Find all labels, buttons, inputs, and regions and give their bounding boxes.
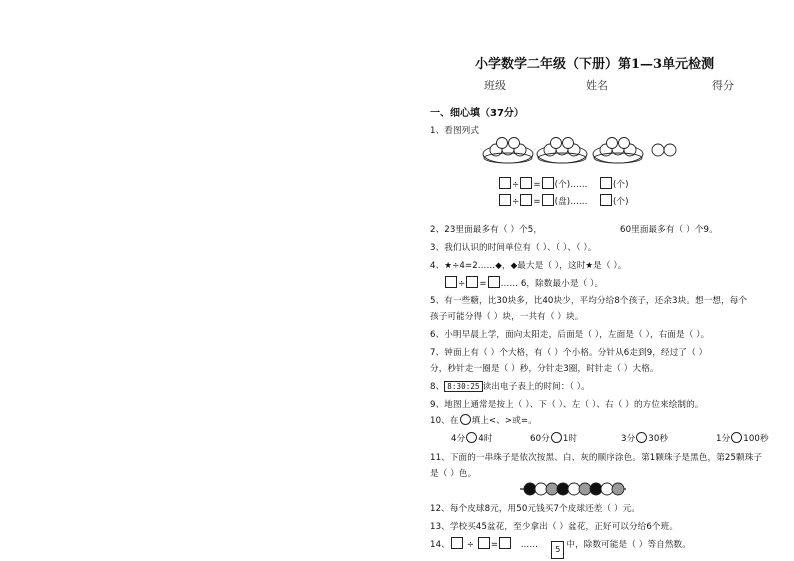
bead-string <box>518 480 628 498</box>
page-title: 小学数学二年级（下册）第1—3单元检测 <box>475 57 715 72</box>
question-8: 8、 8:30:25 读出电子表上的时间：（ ）。 <box>430 382 590 392</box>
bead-black <box>590 483 602 495</box>
answer-box[interactable] <box>499 537 511 549</box>
class-label: 班级 <box>484 79 506 92</box>
bead-white <box>535 483 547 495</box>
bead-gray <box>579 483 591 495</box>
name-label: 姓名 <box>586 79 608 92</box>
question-1-label: 1、看图列式 <box>430 126 480 136</box>
compare-circle[interactable] <box>731 432 742 443</box>
answer-box[interactable] <box>478 537 490 549</box>
question-12: 12、每个皮球8元，用50元钱买7个皮球还差（ ）元。 <box>430 504 641 514</box>
fruit-plate <box>537 138 587 164</box>
bead-white <box>568 483 580 495</box>
question-5-line1: 5、有一些糖，比30块多，比40块少，平均分给8个孩子，还余3块。想一想，每个 <box>430 296 748 306</box>
compare-circle[interactable] <box>466 432 477 443</box>
answer-box[interactable] <box>488 276 500 288</box>
question-3: 3、我们认识的时间单位有（ ）、（ ）、（ ）。 <box>430 243 597 253</box>
compare-item: 3分 30秒 <box>621 434 669 444</box>
question-9: 9、地图上通常是按上（ ）、下（ ）、左（ ）、右（ ）的方位来绘制的。 <box>430 400 704 410</box>
fruit-plates-illustration <box>480 130 680 170</box>
question-11-line2: 是（ ）色。 <box>430 469 477 479</box>
compare-item: 1分 100秒 <box>716 434 769 444</box>
question-7-line2: 分，秒针走一圈是（ ）秒，分针走3圈，时针走（ ）大格。 <box>430 364 659 374</box>
question-4-line1: 4、★÷4=2……◆，◆最大是（ ），这时★是（ ）。 <box>430 261 627 271</box>
answer-box[interactable] <box>520 177 532 189</box>
bead-gray <box>546 483 558 495</box>
answer-box[interactable] <box>600 177 612 189</box>
question-4-line2: ÷ = …… 6，除数最小是（ ）。 <box>444 276 603 289</box>
question-11-line1: 11、下面的一串珠子是依次按黑、白、灰的顺序涂色。第1颗珠子是黑色，第25颗珠子 <box>430 453 763 463</box>
question-6: 6、小明早晨上学，面向太阳走，后面是（ ），左面是（ ），右面是（ ）。 <box>430 330 710 340</box>
score-label: 得分 <box>712 79 734 92</box>
compare-circle-icon <box>460 414 471 425</box>
answer-box[interactable] <box>542 194 554 206</box>
fruit-plate <box>593 138 643 164</box>
equation-row-1: ÷ = (个)…… (个) <box>498 177 629 190</box>
remainder-box: 5 <box>551 541 564 559</box>
answer-box[interactable] <box>499 194 511 206</box>
answer-box[interactable] <box>445 276 457 288</box>
question-10-label: 10、在 填上<、>或=。 <box>430 416 537 426</box>
compare-circle[interactable] <box>551 432 562 443</box>
answer-box[interactable] <box>600 194 612 206</box>
question-5-line2: 孩子可能分得（ ）块，一共有（ ）块。 <box>430 312 584 322</box>
bead-black <box>557 483 569 495</box>
question-14: 14、 ÷ = …… 5 中，除数可能是（ ）等自然数。 <box>430 537 691 559</box>
answer-box[interactable] <box>466 276 478 288</box>
equation-row-2: ÷ = (盘)…… (个) <box>498 194 629 207</box>
question-2b: 60里面最多有（ ）个9。 <box>620 225 718 235</box>
question-13: 13、学校买45盆花，至少拿出（ ）盆花，正好可以分给6个班。 <box>430 522 679 532</box>
fruit-plate <box>483 138 533 164</box>
compare-item: 4分 4时 <box>451 434 493 444</box>
bead-gray <box>612 483 624 495</box>
question-2a: 2、23里面最多有（ ）个5， <box>430 225 543 235</box>
bead-black <box>524 483 536 495</box>
bead-white <box>601 483 613 495</box>
question-7-line1: 7、钟面上有（ ）个大格，有（ ）个小格。分针从6走到9，经过了（ ） <box>430 348 708 358</box>
answer-box[interactable] <box>499 177 511 189</box>
compare-circle[interactable] <box>636 432 647 443</box>
digital-clock-display: 8:30:25 <box>444 381 482 392</box>
loose-fruits <box>652 144 676 156</box>
answer-box[interactable] <box>520 194 532 206</box>
compare-item: 60分 1时 <box>530 434 578 444</box>
answer-box[interactable] <box>451 537 463 549</box>
answer-box[interactable] <box>542 177 554 189</box>
section-title: 一、细心填（37分） <box>430 108 524 119</box>
